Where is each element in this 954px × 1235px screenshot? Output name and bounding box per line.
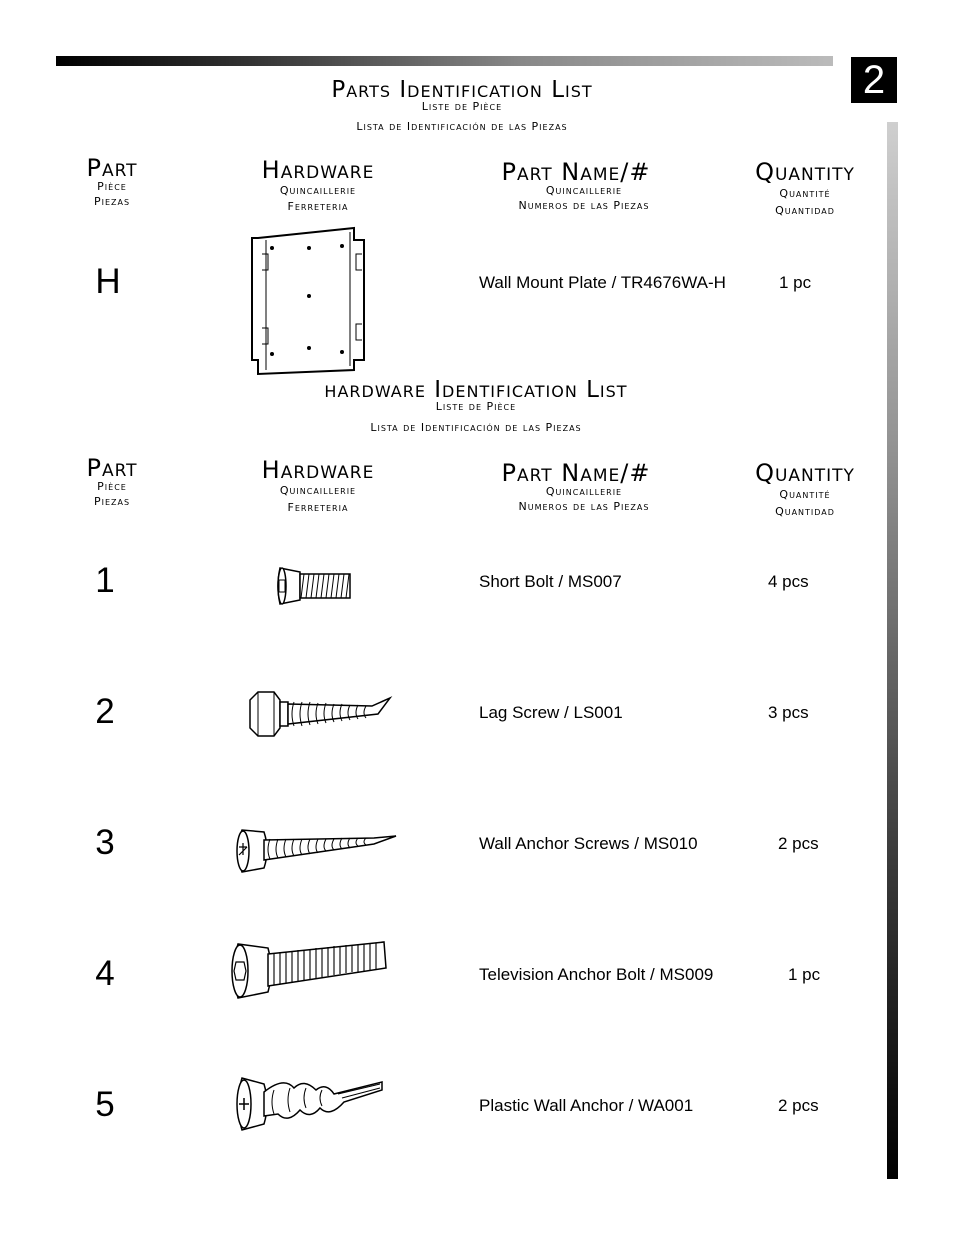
parts-section-subtitle-fr: Liste de Pièce — [421, 100, 503, 113]
col-hardware-title: Hardware — [261, 456, 375, 484]
hardware-section-subtitle-es: Lista de Identificación de las Piezas — [370, 421, 582, 434]
plastic-wall-anchor-icon — [234, 1074, 386, 1139]
col-part-title: Part — [86, 154, 138, 182]
part-name: Wall Mount Plate / TR4676WA-H — [479, 273, 726, 292]
parts-section-subtitle-es: Lista de Identificación de las Piezas — [356, 120, 568, 133]
hardware-quantity: 2 pcs — [778, 1096, 819, 1115]
col-quantity-es: Quantidad — [775, 505, 835, 518]
col-hardware-fr: Quincaillerie — [279, 184, 357, 197]
hardware-label: 4 — [95, 954, 115, 993]
col-partname-title: Part Name/# — [501, 459, 651, 487]
col-quantity-fr: Quantité — [779, 488, 831, 501]
hardware-quantity: 1 pc — [788, 965, 821, 984]
parts-section-title: Parts Identification List — [331, 77, 593, 103]
col-hardware-title: Hardware — [261, 156, 375, 184]
wall-mount-plate-icon — [254, 224, 370, 381]
hardware-quantity: 2 pcs — [778, 834, 819, 853]
short-bolt-icon — [274, 562, 354, 615]
television-anchor-bolt-icon — [230, 938, 390, 1007]
wall-anchor-screw-icon — [234, 822, 398, 883]
col-part-fr: Pièce — [97, 180, 127, 193]
col-quantity-fr: Quantité — [779, 187, 831, 200]
col-part-es: Piezas — [93, 195, 131, 208]
page-number: 2 — [851, 57, 897, 103]
hardware-name: Wall Anchor Screws / MS010 — [479, 834, 698, 853]
col-hardware-es: Ferreteria — [287, 501, 349, 514]
side-gradient-bar — [887, 122, 898, 1179]
hardware-label: 2 — [95, 692, 115, 731]
hardware-name: Television Anchor Bolt / MS009 — [479, 965, 714, 984]
top-gradient-bar — [56, 56, 833, 66]
hardware-name: Short Bolt / MS007 — [479, 572, 622, 591]
col-partname-es: Numeros de las Piezas — [518, 199, 650, 212]
lag-screw-icon — [244, 688, 394, 745]
col-quantity-title: Quantity — [755, 158, 855, 186]
hardware-label: 1 — [95, 561, 115, 600]
hardware-label: 3 — [95, 823, 115, 862]
col-part-es: Piezas — [93, 495, 131, 508]
part-label: H — [95, 262, 121, 301]
col-quantity-title: Quantity — [755, 459, 855, 487]
col-part-title: Part — [86, 454, 138, 482]
hardware-name: Plastic Wall Anchor / WA001 — [479, 1096, 694, 1115]
hardware-quantity: 4 pcs — [768, 572, 809, 591]
hardware-name: Lag Screw / LS001 — [479, 703, 623, 722]
hardware-section-title: hardware Identification List — [324, 377, 628, 403]
part-quantity: 1 pc — [779, 273, 812, 292]
col-hardware-es: Ferreteria — [287, 200, 349, 213]
col-partname-title: Part Name/# — [501, 158, 651, 186]
hardware-quantity: 3 pcs — [768, 703, 809, 722]
col-partname-fr: Quincaillerie — [545, 184, 623, 197]
hardware-section-subtitle-fr: Liste de Pièce — [435, 400, 517, 413]
col-partname-fr: Quincaillerie — [545, 485, 623, 498]
col-quantity-es: Quantidad — [775, 204, 835, 217]
col-hardware-fr: Quincaillerie — [279, 484, 357, 497]
hardware-label: 5 — [95, 1085, 115, 1124]
col-part-fr: Pièce — [97, 480, 127, 493]
col-partname-es: Numeros de las Piezas — [518, 500, 650, 513]
